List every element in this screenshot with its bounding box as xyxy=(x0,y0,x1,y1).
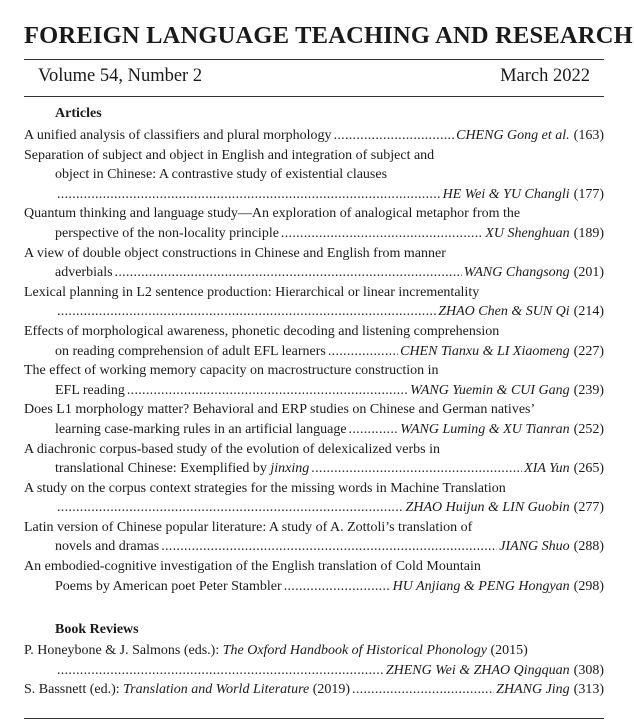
entry-author: JIANG Shuo xyxy=(499,539,570,555)
entry-leader-line xyxy=(24,126,604,146)
entry-leader-line xyxy=(24,680,604,700)
entry-author: CHENG Gong et al. xyxy=(456,128,570,143)
book-reviews-heading: Book Reviews xyxy=(55,622,139,637)
entry-title-italic: jinxing xyxy=(270,461,310,477)
article-entry xyxy=(24,479,604,518)
dot-leader xyxy=(334,126,455,146)
entry-title-end: adverbials xyxy=(55,265,113,281)
entry-leader-line xyxy=(24,381,604,401)
review-book-title: Translation and World Literature xyxy=(123,682,310,698)
dot-leader xyxy=(352,680,494,700)
book-reviews-list xyxy=(24,641,604,700)
entry-leader-line xyxy=(24,537,604,557)
entry-title-end xyxy=(24,680,350,700)
dot-leader xyxy=(57,302,436,322)
dot-leader xyxy=(311,459,522,479)
entry-title-line: A diachronic corpus-based study of the evolution of delexicalized verbs in xyxy=(24,441,440,457)
journal-title: FOREIGN LANGUAGE TEACHING AND RESEARCH xyxy=(24,22,633,49)
entry-author: WANG Yuemin & CUI Gang xyxy=(410,382,570,398)
article-entry xyxy=(24,518,604,557)
entry-title-line: object in Chinese: A contrastive study of existential clauses xyxy=(55,167,388,183)
review-title-line xyxy=(24,641,604,661)
entry-page: (308) xyxy=(573,662,604,678)
article-entry xyxy=(24,322,604,361)
entry-leader-line xyxy=(24,342,604,362)
entry-leader-line xyxy=(24,420,604,440)
review-book-title: The Oxford Handbook of Historical Phonology xyxy=(222,643,488,658)
issue-date: March 2022 xyxy=(500,66,590,86)
review-year: (2015) xyxy=(487,643,528,658)
entry-page: (214) xyxy=(573,304,604,320)
dot-leader xyxy=(349,420,399,440)
entry-title-end: Poems by American poet Peter Stambler xyxy=(55,578,282,594)
article-entry xyxy=(24,146,604,205)
review-editors: P. Honeybone & J. Salmons (eds.): xyxy=(24,643,223,658)
entry-author: XU Shenghuan xyxy=(485,225,570,241)
entry-author: HU Anjiang & PENG Hongyan xyxy=(392,578,570,594)
entry-page: (265) xyxy=(573,461,604,477)
entry-author: XIA Yun xyxy=(524,461,570,477)
entry-page: (177) xyxy=(573,186,604,202)
entry-title-line: Latin version of Chinese popular literature: A study of A. Zottoli’s translation of xyxy=(24,519,473,535)
entry-author: ZHAO Huijun & LIN Guobin xyxy=(405,500,570,516)
entry-author: ZHANG Jing xyxy=(496,682,570,698)
entry-author: WANG Luming & XU Tianran xyxy=(400,421,570,437)
entry-title-end: perspective of the non-locality principle xyxy=(55,225,279,241)
volume-number: Volume 54, Number 2 xyxy=(38,66,203,86)
entry-title-line: Lexical planning in L2 sentence production: Hierarchical or linear incrementality xyxy=(24,284,480,300)
entry-page: (201) xyxy=(573,265,604,281)
issue-rule xyxy=(24,96,604,97)
entry-page: (163) xyxy=(573,128,604,143)
entry-title-end: translational Chinese: Exemplified by jinxing xyxy=(55,461,310,477)
entry-leader-line xyxy=(24,577,604,597)
entry-page: (277) xyxy=(573,500,604,516)
footer-rule xyxy=(24,718,604,719)
issue-line xyxy=(38,66,590,87)
entry-title-end: on reading comprehension of adult EFL learners xyxy=(55,343,326,359)
entry-page: (298) xyxy=(573,578,604,594)
review-year: (2019) xyxy=(309,682,351,698)
header-rule xyxy=(24,59,604,60)
entry-leader-line xyxy=(24,224,604,244)
entry-page: (189) xyxy=(573,225,604,241)
entry-page: (313) xyxy=(573,682,604,698)
article-entry xyxy=(24,204,604,243)
entry-author: WANG Changsong xyxy=(463,265,570,281)
article-entry xyxy=(24,400,604,439)
dot-leader xyxy=(57,185,441,205)
entry-page: (288) xyxy=(573,539,604,555)
dot-leader xyxy=(328,342,398,362)
article-entry xyxy=(24,440,604,479)
entry-title-line: Effects of morphological awareness, phonetic decoding and listening comprehension xyxy=(24,323,500,339)
article-entry xyxy=(24,283,604,322)
entry-leader-line xyxy=(24,661,604,681)
entry-title-line: A view of double object constructions in Chinese and English from manner xyxy=(24,245,446,261)
entry-leader-line xyxy=(24,498,604,518)
article-entry xyxy=(24,126,604,146)
dot-leader xyxy=(161,537,497,557)
entry-leader-line xyxy=(24,263,604,283)
entry-page: (239) xyxy=(573,382,604,398)
entry-leader-line xyxy=(24,459,604,479)
review-citation xyxy=(24,682,350,697)
dot-leader xyxy=(127,381,408,401)
review-citation xyxy=(24,643,528,658)
entry-title-end: novels and dramas xyxy=(55,539,160,555)
entry-title-end: A unified analysis of classifiers and plural morphology xyxy=(24,128,332,143)
entry-author: HE Wei & YU Changli xyxy=(442,186,570,202)
entry-author: CHEN Tianxu & LI Xiaomeng xyxy=(400,343,570,359)
article-entry xyxy=(24,557,604,596)
entry-title-line: Does L1 morphology matter? Behavioral and ERP studies on Chinese and German natives’ xyxy=(24,402,536,418)
entry-author: ZHENG Wei & ZHAO Qingquan xyxy=(385,662,570,678)
dot-leader xyxy=(57,661,384,681)
entry-page: (227) xyxy=(573,343,604,359)
review-entry xyxy=(24,680,604,700)
entry-title-end: EFL reading xyxy=(55,382,125,398)
entry-title-end: learning case-marking rules in an artificial language xyxy=(55,421,347,437)
entry-title-line: Separation of subject and object in English and integration of subject and xyxy=(24,147,435,163)
article-entry xyxy=(24,361,604,400)
article-entry xyxy=(24,244,604,283)
articles-list xyxy=(24,126,604,596)
articles-heading: Articles xyxy=(55,106,102,121)
dot-leader xyxy=(281,224,483,244)
dot-leader xyxy=(57,498,404,518)
entry-title-line: The effect of working memory capacity on macrostructure construction in xyxy=(24,363,439,379)
entry-title-line: A study on the corpus context strategies for the missing words in Machine Translation xyxy=(24,480,506,496)
entry-author: ZHAO Chen & SUN Qi xyxy=(438,304,570,320)
entry-page: (252) xyxy=(573,421,604,437)
dot-leader xyxy=(115,263,462,283)
review-entry xyxy=(24,641,604,680)
entry-title-line: Quantum thinking and language study—An exploration of analogical metaphor from the xyxy=(24,206,521,222)
entry-leader-line xyxy=(24,185,604,205)
review-editors: S. Bassnett (ed.): xyxy=(24,682,124,698)
dot-leader xyxy=(284,577,391,597)
entry-leader-line xyxy=(24,302,604,322)
entry-title-line: An embodied-cognitive investigation of the English translation of Cold Mountain xyxy=(24,559,481,575)
